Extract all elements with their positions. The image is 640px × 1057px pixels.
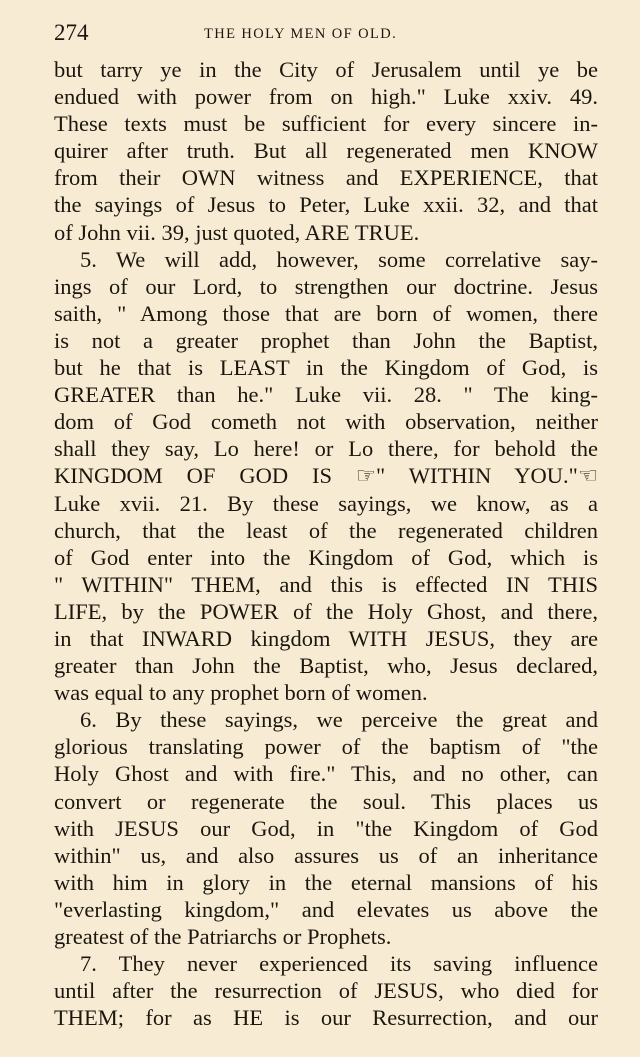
text-line: the sayings of Jesus to Peter, Luke xxii. 32, and that xyxy=(54,192,598,218)
page-header xyxy=(54,20,598,48)
text-line: glorious translating power of the baptism of "the xyxy=(54,734,598,760)
text-line: saith, " Among those that are born of women, there xyxy=(54,300,598,326)
text-line: THEM; for as HE is our Resurrection, and our xyxy=(54,1005,598,1031)
text-line: These texts must be sufficient for every sincere in- xyxy=(54,111,598,137)
page-number: 274 xyxy=(54,20,89,45)
text-line: with him in glory in the eternal mansions of his xyxy=(54,869,598,895)
paragraph-start-line: 6. By these sayings, we perceive the great and xyxy=(80,707,598,733)
text-line: dom of God cometh not with observation, neither xyxy=(54,409,598,435)
text-line: in that INWARD kingdom WITH JESUS, they are xyxy=(54,625,598,651)
paragraph-start-line: 5. We will add, however, some correlative say- xyxy=(80,246,598,272)
text-line: endued with power from on high." Luke xxiv. 49. xyxy=(54,84,598,110)
paragraph-start-line: 7. They never experienced its saving influence xyxy=(80,951,598,977)
text-line: shall they say, Lo here! or Lo there, for behold the xyxy=(54,436,598,462)
text-line: Holy Ghost and with fire." This, and no other, can xyxy=(54,761,598,787)
text-line: LIFE, by the POWER of the Holy Ghost, and there, xyxy=(54,598,598,624)
text-line: convert or regenerate the soul. This places us xyxy=(54,788,598,814)
text-line: GREATER than he." Luke vii. 28. " The king- xyxy=(54,382,598,408)
text-line: within" us, and also assures us of an inheritance xyxy=(54,842,598,868)
text-line: but tarry ye in the City of Jerusalem until ye be xyxy=(54,57,598,82)
text-line: KINGDOM OF GOD IS ☞" WITHIN YOU."☜ xyxy=(54,463,598,489)
text-line: greater than John the Baptist, who, Jesus declared, xyxy=(54,653,598,679)
text-line: but he that is LEAST in the Kingdom of God, is xyxy=(54,355,598,381)
text-line: ings of our Lord, to strengthen our doctrine. Jesus xyxy=(54,273,598,299)
text-line: until after the resurrection of JESUS, who died for xyxy=(54,978,598,1004)
text-line: of John vii. 39, just quoted, ARE TRUE. xyxy=(54,219,420,245)
text-line: greatest of the Patriarchs or Prophets. xyxy=(54,924,392,949)
text-line: from their OWN witness and EXPERIENCE, that xyxy=(54,165,598,191)
body-text xyxy=(54,56,598,1031)
running-title: THE HOLY MEN OF OLD. xyxy=(204,26,398,42)
text-line: " WITHIN" THEM, and this is effected IN THIS xyxy=(54,571,598,597)
text-line: was equal to any prophet born of women. xyxy=(54,680,428,706)
text-line: Luke xvii. 21. By these sayings, we know, as a xyxy=(54,490,598,516)
text-line: with JESUS our God, in "the Kingdom of God xyxy=(54,815,598,841)
text-line: of God enter into the Kingdom of God, which is xyxy=(54,544,598,570)
text-line: is not a greater prophet than John the Baptist, xyxy=(54,327,598,353)
text-line: church, that the least of the regenerated children xyxy=(54,517,598,543)
text-line: quirer after truth. But all regenerated men KNOW xyxy=(54,138,598,164)
text-line: "everlasting kingdom," and elevates us above the xyxy=(54,896,598,922)
